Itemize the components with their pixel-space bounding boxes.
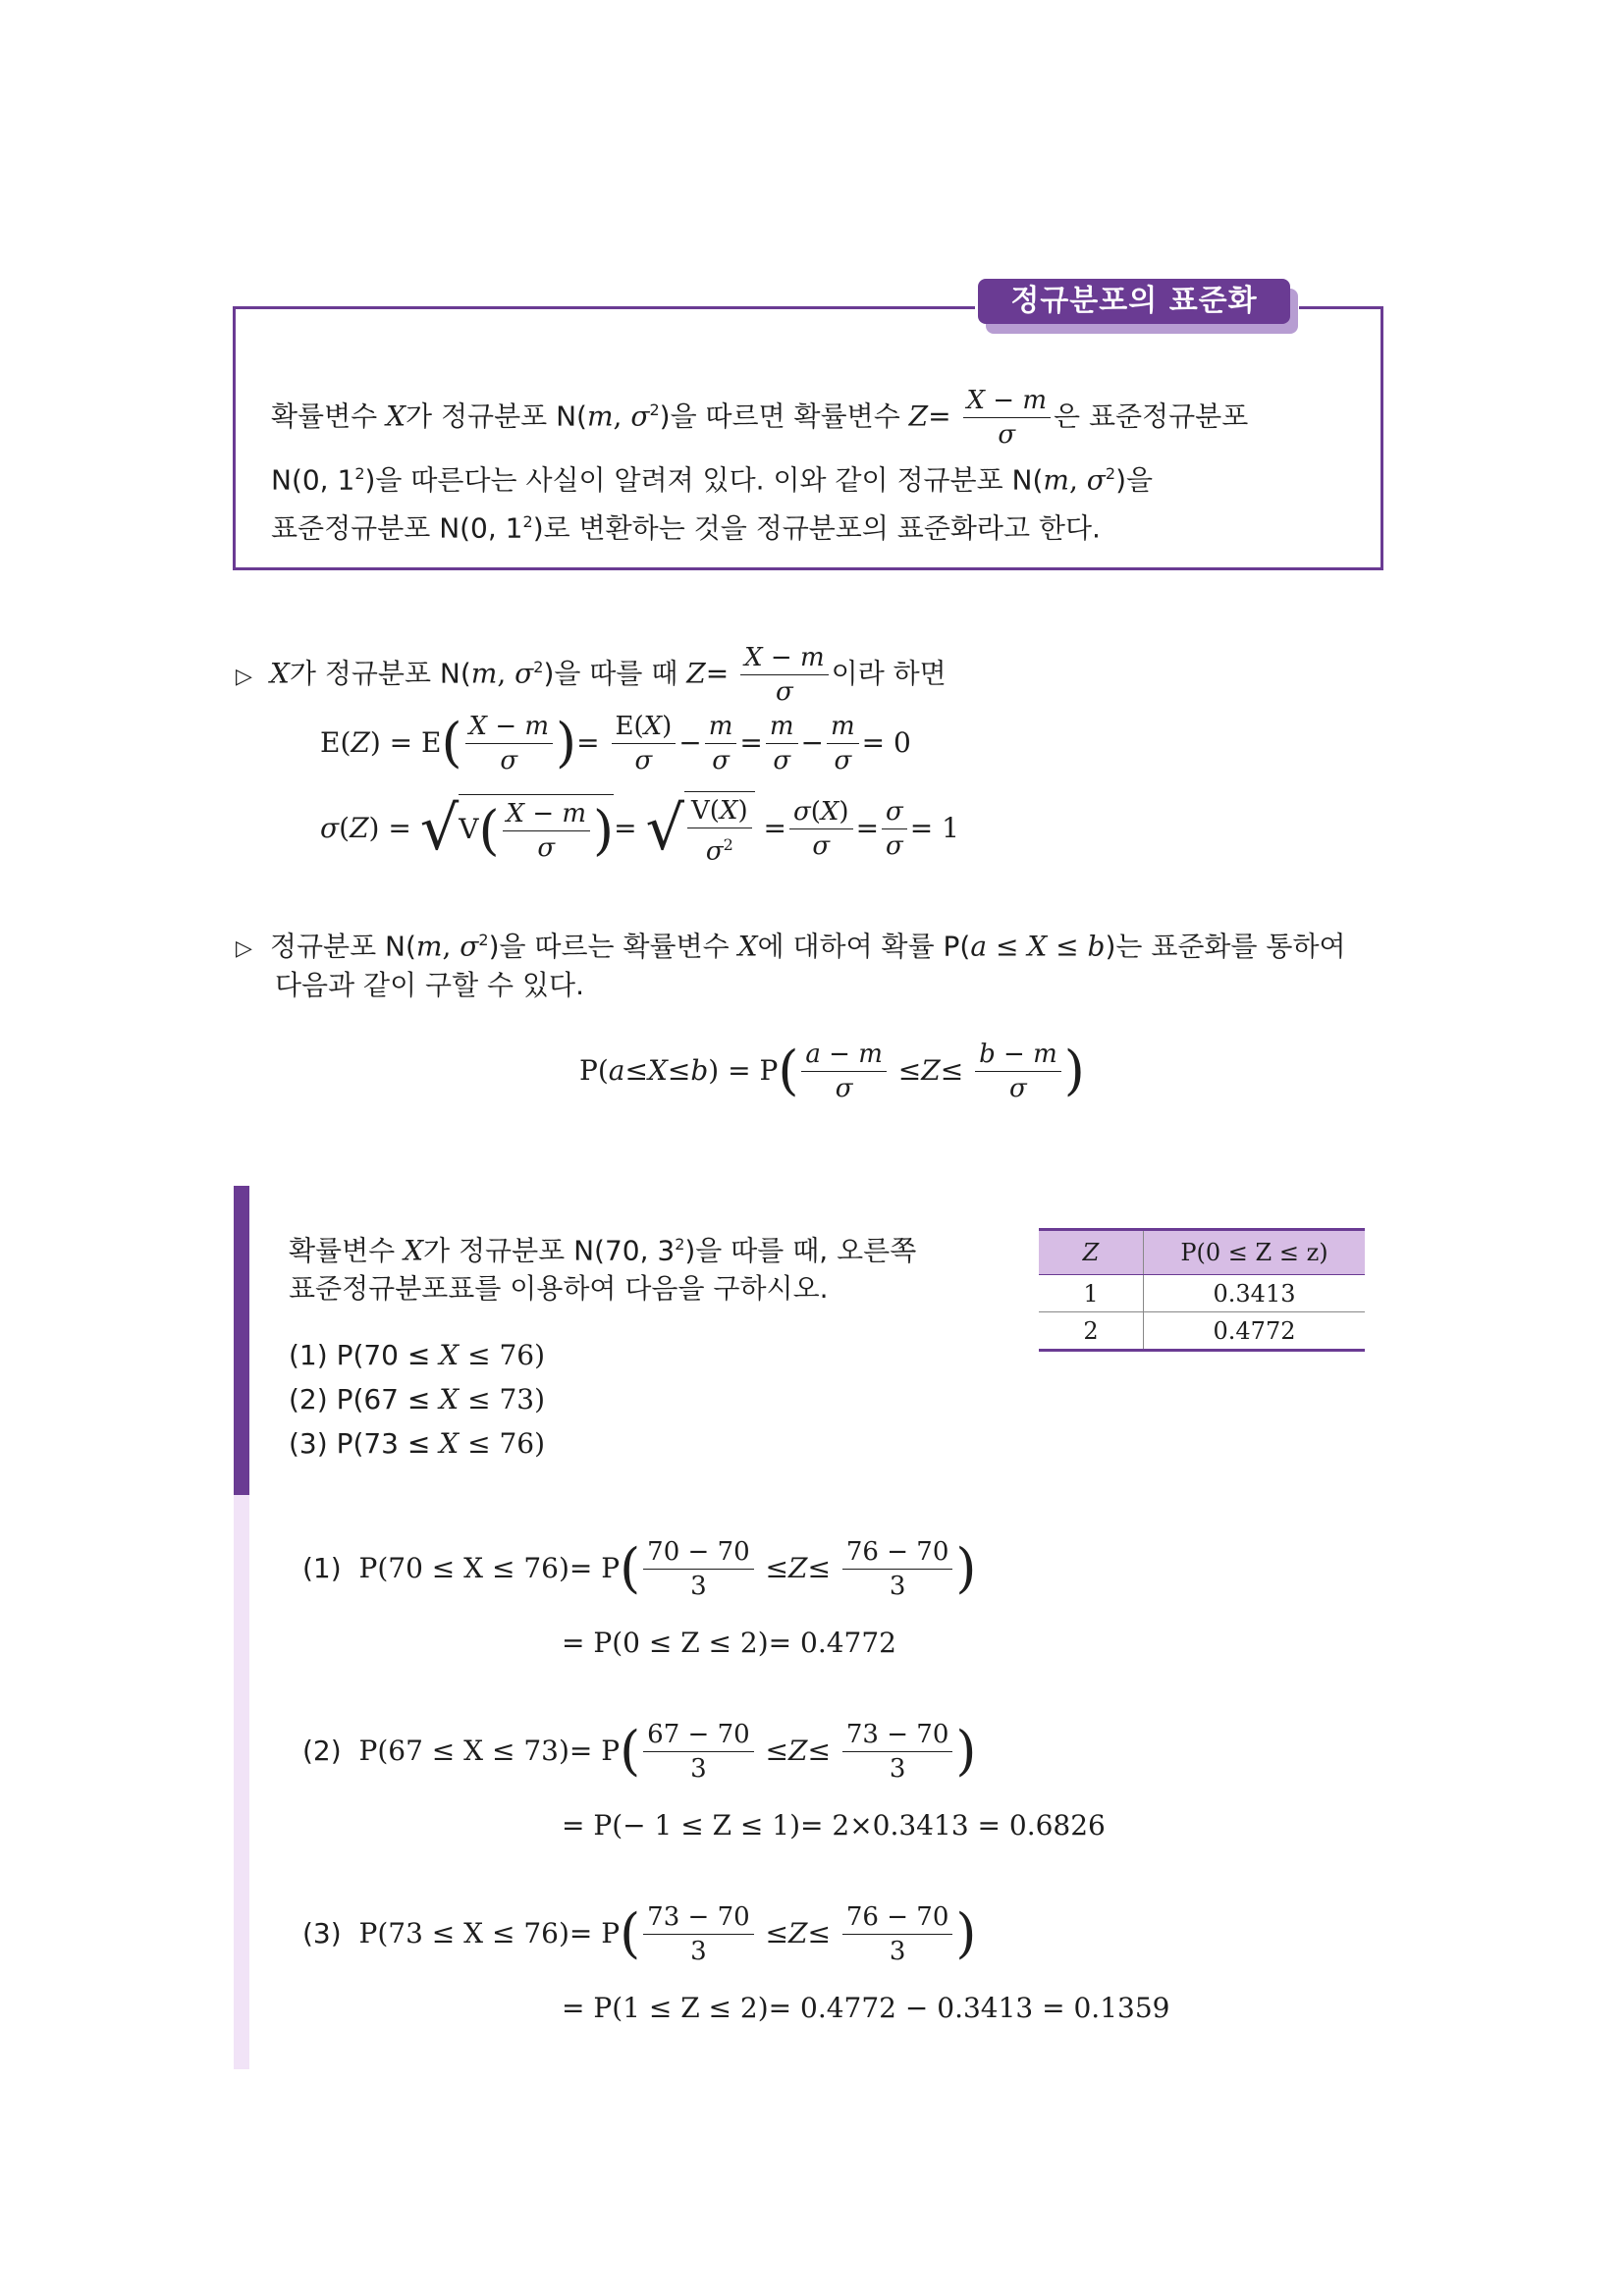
probability-standardization-equation: P( a ≤ X ≤ b ) = P ( $\frac{a - m}{\sigma}$ ≤ Z ≤ $\frac{b - m}{\sigma}$ ): [579, 1039, 1085, 1103]
example-question-line-1: 확률변수 X가 정규분포 N(70, $3^2$)을 따를 때, 오른쪽: [289, 1234, 917, 1267]
table-header-z: Z: [1039, 1230, 1144, 1275]
point-2-line-1: ▷ 정규분포 N(m, $\sigma^2$)을 따르는 확률변수 X에 대하여 확률 P(a ≤ X ≤ b)는 표준화를 통하여: [236, 930, 1346, 963]
definition-title: 정규분포의 표준화: [978, 279, 1290, 324]
table-header-row: [1039, 1230, 1365, 1275]
triangle-bullet-icon: ▷: [236, 936, 252, 962]
definition-line-3: 표준정규분포 N(0, $1^2$)로 변환하는 것을 정규분포의 표준화라고 한다.: [271, 511, 1101, 545]
example-question-line-2: 표준정규분포표를 이용하여 다음을 구하시오.: [289, 1272, 829, 1305]
example-item-2: (2) P(67 ≤ X ≤ 73): [289, 1383, 546, 1415]
table-row: 1 0.3413: [1039, 1275, 1365, 1312]
stddev-equation: σ ( Z ) = √ V( $\frac{X - m}{\sigma}$ ) = √ $\frac{V(X)}{\sigma^2}$ = $\frac{\sigma(X)}{\sigma}$ = $\frac{\sigma}{\sigma}$ = 1: [320, 792, 959, 867]
solution-3: (3) P(73 ≤ X ≤ 76)= P ( $\frac{73 - 70}{3}$ ≤ Z ≤ $\frac{76 - 70}{3}$ ): [302, 1901, 977, 1966]
solution-1: (1) P(70 ≤ X ≤ 76)= P ( $\frac{70 - 70}{3}$ ≤ Z ≤ $\frac{76 - 70}{3}$ ): [302, 1536, 977, 1601]
solution-2: (2) P(67 ≤ X ≤ 73)= P ( $\frac{67 - 70}{3}$ ≤ Z ≤ $\frac{73 - 70}{3}$ ): [302, 1719, 977, 1784]
definition-line-1: 확률변수 X가 정규분포 N(m, $\sigma^2$)을 따르면 확률변수 Z= $\frac{X - m}{\sigma}$ 은 표준정규분포: [271, 386, 1249, 450]
solution-2-result: = P(− 1 ≤ Z ≤ 1)= 2×0.3413 = 0.6826: [562, 1809, 1106, 1842]
example-item-1: (1) P(70 ≤ X ≤ 76): [289, 1339, 546, 1371]
expectation-equation: E( Z ) = E ( $\frac{X - m}{\sigma}$ ) = $\frac{E(X)}{\sigma}$ − $\frac{m}{\sigma}$ = $\frac{m}{\sigma}$ − $\frac{m}{\sigma}$ = 0: [320, 711, 911, 775]
point-2-line-2: 다음과 같이 구할 수 있다.: [275, 969, 584, 1001]
standard-normal-table: [1039, 1228, 1365, 1352]
standardization-fraction: $\frac{X - m}{\sigma}$: [963, 386, 1052, 450]
example-item-3: (3) P(73 ≤ X ≤ 76): [289, 1427, 546, 1460]
example-bar: [234, 1186, 249, 1495]
table-header-prob: P(0 ≤ Z ≤ z): [1144, 1230, 1366, 1275]
triangle-bullet-icon: ▷: [236, 664, 252, 689]
solution-3-result: = P(1 ≤ Z ≤ 2)= 0.4772 − 0.3413 = 0.1359: [562, 1992, 1170, 2024]
solution-bar: [234, 1495, 249, 2069]
definition-line-2: N(0, $1^2$)을 따른다는 사실이 알려져 있다. 이와 같이 정규분포 N(m, $\sigma^2$)을: [271, 463, 1154, 497]
table-row: 2 0.4772: [1039, 1312, 1365, 1351]
solution-1-result: = P(0 ≤ Z ≤ 2)= 0.4772: [562, 1627, 896, 1659]
point-1: ▷ X가 정규분포 N(m, $\sigma^2$)을 따를 때 Z= $\frac{X - m}{\sigma}$ 이라 하면: [236, 643, 947, 707]
